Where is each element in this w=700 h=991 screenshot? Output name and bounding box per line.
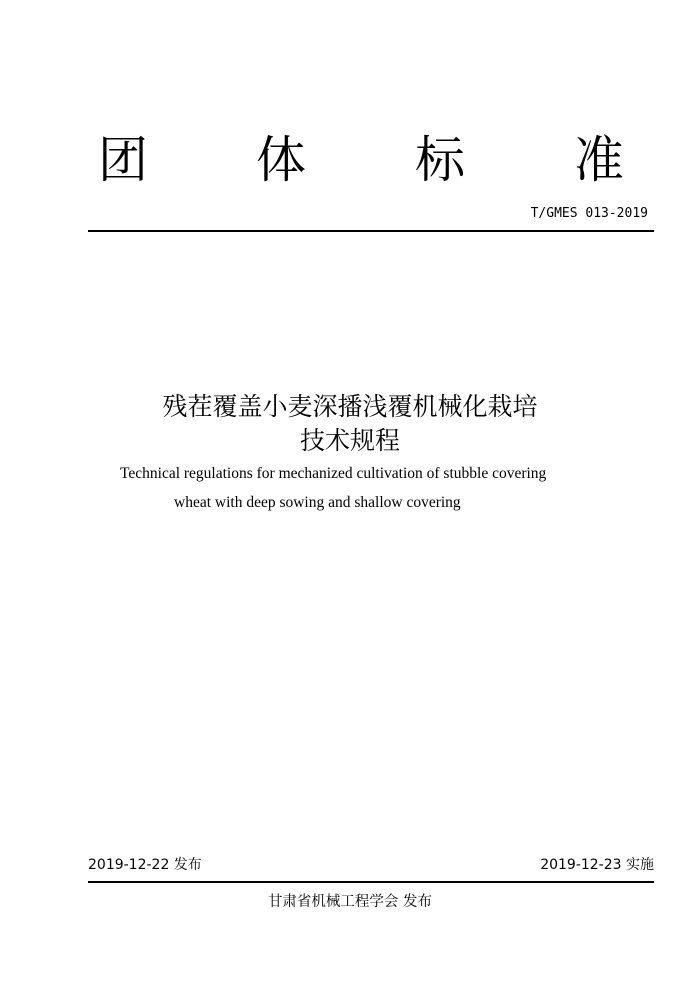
- title-en-line2: wheat with deep sowing and shallow covering: [174, 494, 461, 511]
- footer-divider: [88, 881, 654, 883]
- standard-type-char: 团: [98, 131, 148, 189]
- standard-type-char: 标: [415, 131, 465, 189]
- standard-type-char: 体: [256, 131, 306, 189]
- standard-code: T/GMES 013-2019: [530, 206, 648, 221]
- publisher: 甘肃省机械工程学会 发布: [267, 894, 433, 910]
- header-divider: [88, 230, 654, 232]
- title-en-line1: Technical regulations for mechanized cultivation of stubble covering: [120, 465, 547, 482]
- title-zh-line1: 残茬覆盖小麦深播浅覆机械化栽培: [162, 392, 538, 421]
- implement-date: 2019-12-23 实施: [540, 857, 654, 873]
- standard-type-char: 准: [574, 131, 624, 189]
- title-zh-line2: 技术规程: [299, 426, 400, 455]
- standard-type-heading: [0, 128, 700, 198]
- release-date: 2019-12-22 发布: [88, 857, 202, 873]
